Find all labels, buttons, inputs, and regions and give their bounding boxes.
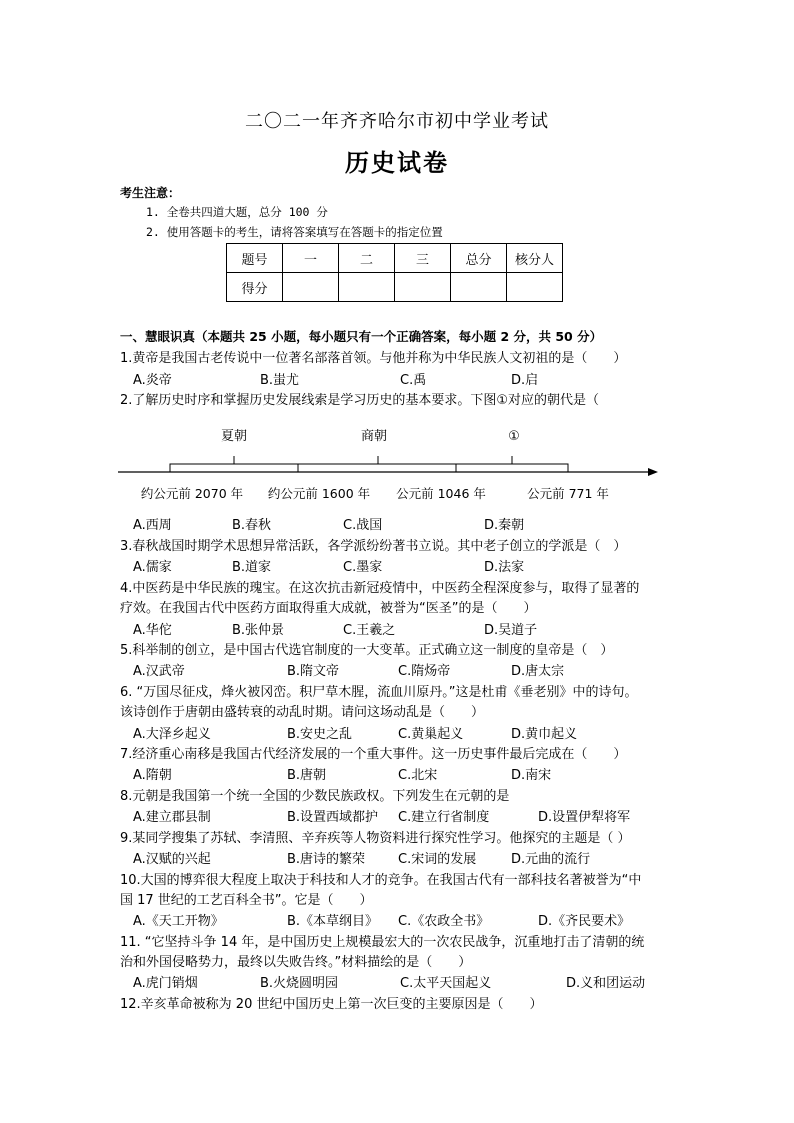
option-a: A.隋朝 bbox=[133, 768, 172, 783]
timeline-date: 约公元前 2070 年 bbox=[140, 486, 244, 501]
option-c: C.宋词的发展 bbox=[398, 852, 477, 867]
option-a: A.炎帝 bbox=[133, 373, 172, 388]
option-c: C.战国 bbox=[343, 518, 383, 533]
score-cell: 三 bbox=[395, 244, 451, 273]
question-stem: 6. “万国尽征戍，烽火被冈峦。积尸草木腥，流血川原丹。”这是杜甫《垂老别》中的诗句。 bbox=[120, 685, 638, 700]
question-stem: 7.经济重心南移是我国古代经济发展的一个重大事件。这一历史事件最后完成在（ ） bbox=[120, 747, 627, 762]
section-heading: 一、慧眼识真（本题共 25 小题，每小题只有一个正确答案，每小题 2 分，共 50 分） bbox=[120, 329, 603, 344]
option-d: D.设置伊犁将军 bbox=[538, 810, 631, 825]
score-cell bbox=[395, 273, 451, 302]
score-cell: 题号 bbox=[227, 244, 283, 273]
option-b: B.设置西域都护 bbox=[287, 810, 379, 825]
score-cell: 得分 bbox=[227, 273, 283, 302]
option-b: B.《本草纲目》 bbox=[287, 914, 379, 929]
timeline-label: 商朝 bbox=[360, 429, 388, 444]
option-d: D.唐太宗 bbox=[511, 664, 565, 679]
option-d: D.法家 bbox=[484, 560, 525, 575]
option-d: D.《齐民要术》 bbox=[538, 914, 631, 929]
timeline-date: 公元前 771 年 bbox=[527, 486, 609, 501]
option-c: C.建立行省制度 bbox=[398, 810, 490, 825]
western-zhou-bracket bbox=[456, 464, 568, 472]
xia-bracket bbox=[170, 464, 298, 472]
notice-heading: 考生注意： bbox=[120, 186, 181, 200]
timeline-label: ① bbox=[508, 429, 520, 444]
option-b: B.火烧圆明园 bbox=[260, 976, 339, 991]
score-cell: 核分人 bbox=[507, 244, 563, 273]
option-b: B.春秋 bbox=[232, 518, 272, 533]
score-cell: 总分 bbox=[451, 244, 507, 273]
option-c: C.《农政全书》 bbox=[398, 914, 490, 929]
timeline-arrow-icon bbox=[648, 468, 658, 476]
score-cell bbox=[451, 273, 507, 302]
question-stem: 12.辛亥革命被称为 20 世纪中国历史上第一次巨变的主要原因是（ ） bbox=[120, 997, 543, 1012]
question-stem: 4.中医药是中华民族的瑰宝。在这次抗击新冠疫情中，中医药全程深度参与，取得了显著的 bbox=[120, 581, 640, 596]
option-b: B.唐朝 bbox=[287, 768, 327, 783]
question-stem: 9.某同学搜集了苏轼、李清照、辛弃疾等人物资料进行探究性学习。他探究的主题是（ ） bbox=[120, 831, 631, 846]
notice-item: 1. 全卷共四道大题，总分 100 分 bbox=[146, 205, 328, 219]
option-c: C.墨家 bbox=[343, 560, 383, 575]
option-a: A.西周 bbox=[133, 518, 172, 533]
option-d: D.黄巾起义 bbox=[511, 727, 578, 742]
option-d: D.南宋 bbox=[511, 768, 552, 783]
timeline-label: 夏朝 bbox=[220, 429, 248, 444]
subject-title: 历史试卷 bbox=[345, 149, 449, 177]
option-d: D.元曲的流行 bbox=[511, 852, 591, 867]
option-b: B.唐诗的繁荣 bbox=[287, 852, 366, 867]
question-stem: 疗效。在我国古代中医药方面取得重大成就，被誉为“医圣”的是（ ） bbox=[120, 601, 537, 616]
score-cell: 一 bbox=[283, 244, 339, 273]
exam-title: 二〇二一年齐齐哈尔市初中学业考试 bbox=[245, 111, 549, 132]
question-stem: 治和外国侵略势力，最终以失败告终。”材料描绘的是（ ） bbox=[120, 955, 472, 970]
option-c: C.隋炀帝 bbox=[398, 664, 451, 679]
option-a: A.建立郡县制 bbox=[133, 810, 211, 825]
question-stem: 该诗创作于唐朝由盛转衰的动乱时期。请问这场动乱是（ ） bbox=[120, 705, 485, 720]
option-d: D.义和团运动 bbox=[566, 976, 646, 991]
option-b: B.张仲景 bbox=[232, 623, 285, 638]
question-stem: 8.元朝是我国第一个统一全国的少数民族政权。下列发生在元朝的是 bbox=[120, 789, 510, 804]
score-table bbox=[226, 243, 563, 302]
score-table-row bbox=[227, 273, 563, 302]
option-a: A.儒家 bbox=[133, 560, 172, 575]
option-a: A.汉赋的兴起 bbox=[133, 852, 211, 867]
option-b: B.道家 bbox=[232, 560, 272, 575]
question-stem: 3.春秋战国时期学术思想异常活跃，各学派纷纷著书立说。其中老子创立的学派是（ ） bbox=[120, 539, 627, 554]
timeline-date: 公元前 1046 年 bbox=[396, 486, 486, 501]
question-stem: 国 17 世纪的工艺百科全书”。它是（ ） bbox=[120, 893, 373, 908]
option-b: B.蚩尤 bbox=[260, 373, 300, 388]
question-stem: 2.了解历史时序和掌握历史发展线索是学习历史的基本要求。下图①对应的朝代是（ bbox=[120, 393, 600, 408]
question-stem: 11. “它坚持斗争 14 年，是中国历史上规模最宏大的一次农民战争，沉重地打击了清朝的统 bbox=[120, 935, 645, 950]
option-a: A.汉武帝 bbox=[133, 664, 185, 679]
score-cell: 二 bbox=[339, 244, 395, 273]
option-c: C.黄巢起义 bbox=[398, 727, 464, 742]
option-c: C.禹 bbox=[400, 373, 427, 388]
dynasty-timeline bbox=[110, 420, 670, 510]
score-table-row bbox=[227, 244, 563, 273]
option-a: A.大泽乡起义 bbox=[133, 727, 211, 742]
option-c: C.北宋 bbox=[398, 768, 438, 783]
question-stem: 1.黄帝是我国古老传说中一位著名部落首领。与他并称为中华民族人文初祖的是（ ） bbox=[120, 351, 627, 366]
option-c: C.太平天国起义 bbox=[400, 976, 492, 991]
option-d: D.秦朝 bbox=[484, 518, 525, 533]
score-cell bbox=[283, 273, 339, 302]
score-cell bbox=[339, 273, 395, 302]
option-c: C.王羲之 bbox=[343, 623, 396, 638]
option-d: D.吴道子 bbox=[484, 623, 538, 638]
score-cell bbox=[507, 273, 563, 302]
option-d: D.启 bbox=[511, 373, 539, 388]
timeline-date: 约公元前 1600 年 bbox=[267, 486, 371, 501]
option-a: A.《天工开物》 bbox=[133, 914, 224, 929]
option-a: A.虎门销烟 bbox=[133, 976, 198, 991]
shang-bracket bbox=[298, 464, 456, 472]
question-stem: 10.大国的博弈很大程度上取决于科技和人才的竞争。在我国古代有一部科技名著被誉为“中 bbox=[120, 873, 642, 888]
question-stem: 5.科举制的创立，是中国古代选官制度的一大变革。正式确立这一制度的皇帝是（ ） bbox=[120, 643, 614, 658]
option-a: A.华佗 bbox=[133, 623, 172, 638]
option-b: B.安史之乱 bbox=[287, 727, 353, 742]
option-b: B.隋文帝 bbox=[287, 664, 340, 679]
notice-item: 2. 使用答题卡的考生，请将答案填写在答题卡的指定位置 bbox=[146, 225, 443, 239]
